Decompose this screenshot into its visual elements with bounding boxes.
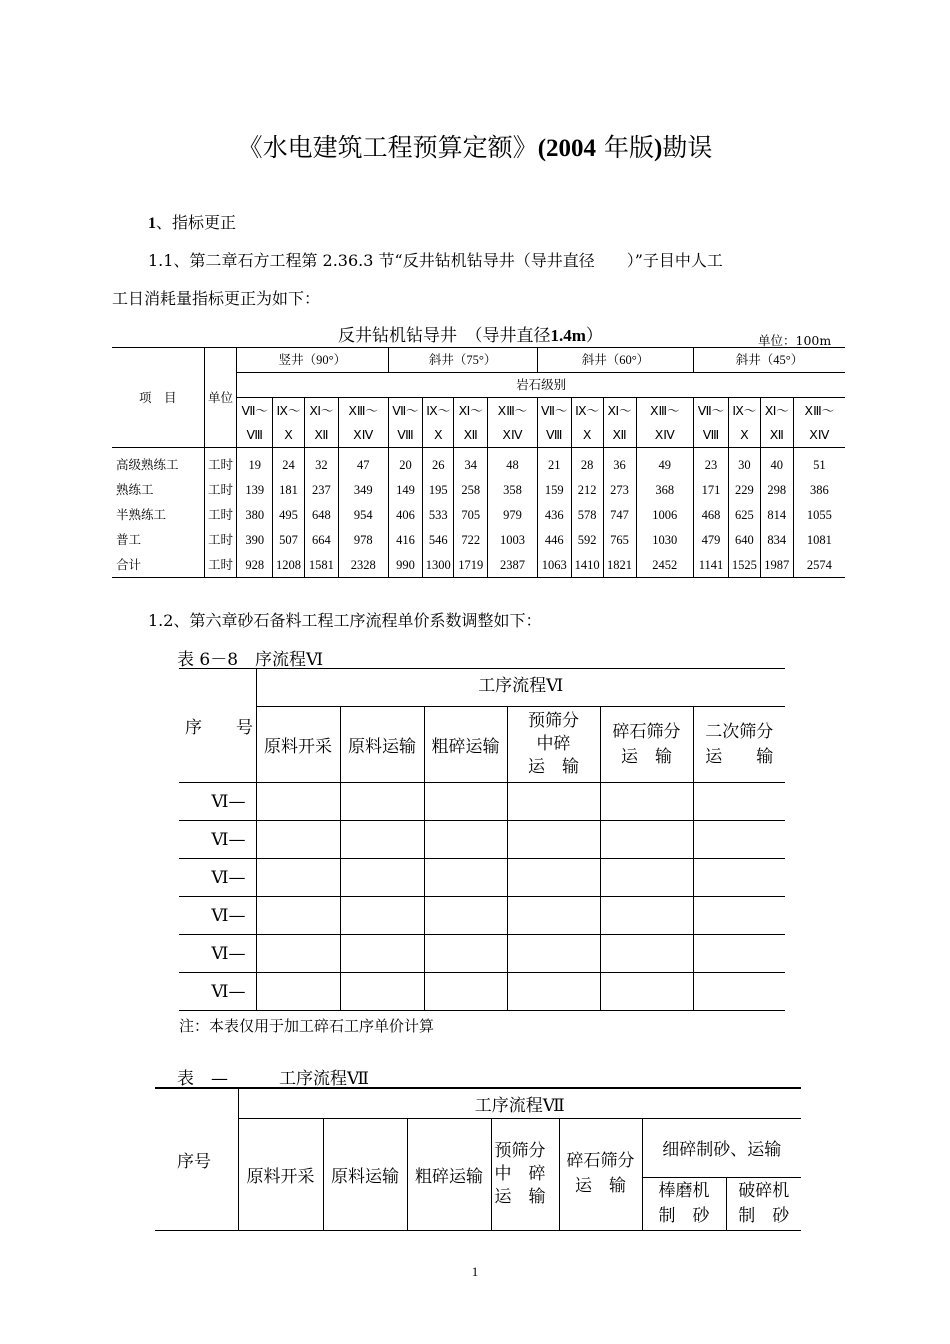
- empty-cell: [600, 935, 693, 973]
- cell-value: 765: [603, 527, 636, 552]
- seq-cell: Ⅵ—: [179, 783, 256, 821]
- cell-value: 1141: [694, 552, 729, 578]
- empty-cell: [693, 897, 785, 935]
- table-row: [112, 552, 845, 578]
- cell-value: 51: [793, 448, 845, 478]
- cell-value: 47: [338, 448, 388, 478]
- cell-value: 19: [237, 448, 273, 478]
- empty-cell: [693, 821, 785, 859]
- cell-value: 625: [728, 502, 760, 527]
- col-prescreen: 预筛分 中 碎 运 输: [491, 1118, 559, 1230]
- empty-cell: [256, 859, 340, 897]
- page-number: 1: [471, 1264, 479, 1279]
- cell-value: 1063: [537, 552, 571, 578]
- cell-value: 349: [338, 477, 388, 502]
- cell-value: 48: [488, 448, 538, 478]
- cell-value: 1987: [760, 552, 793, 578]
- group-header: 斜井（60°）: [537, 348, 693, 373]
- col-crush: 粗碎运输: [424, 707, 507, 783]
- empty-cell: [424, 973, 507, 1011]
- row-unit: 工时: [204, 527, 237, 552]
- cell-value: 1003: [488, 527, 538, 552]
- cell-value: 1719: [454, 552, 488, 578]
- cell-value: 34: [454, 448, 488, 478]
- empty-cell: [600, 783, 693, 821]
- cell-value: 436: [537, 502, 571, 527]
- cell-value: 592: [571, 527, 603, 552]
- col-transport: 原料运输: [323, 1118, 407, 1230]
- row-name: 高级熟练工: [112, 448, 204, 478]
- section-heading: 1、指标更正: [148, 213, 237, 232]
- table-row: [112, 448, 845, 478]
- group-header: 斜井（75°）: [388, 348, 537, 373]
- group-header: 工序流程Ⅵ: [256, 669, 785, 707]
- header-seq: 序 号: [179, 669, 256, 783]
- cell-value: 1055: [793, 502, 845, 527]
- cell-value: 30: [728, 448, 760, 478]
- empty-cell: [600, 973, 693, 1011]
- grade-header: Ⅶ～ Ⅷ: [694, 398, 729, 448]
- col-crusher: 破碎机 制 砂: [726, 1177, 801, 1230]
- grade-header: ⅩⅢ～ ⅩⅣ: [793, 398, 845, 448]
- empty-cell: [600, 859, 693, 897]
- grade-header: Ⅸ～ Ⅹ: [728, 398, 760, 448]
- cell-value: 149: [388, 477, 423, 502]
- cell-value: 1006: [636, 502, 694, 527]
- table-row: [112, 527, 845, 552]
- cell-value: 212: [571, 477, 603, 502]
- process-table-6: [179, 668, 785, 1011]
- grade-header: Ⅺ～ Ⅻ: [304, 398, 338, 448]
- cell-value: 416: [388, 527, 423, 552]
- cell-value: 640: [728, 527, 760, 552]
- cell-value: 40: [760, 448, 793, 478]
- row-name: 熟练工: [112, 477, 204, 502]
- seq-cell: Ⅵ—: [179, 859, 256, 897]
- empty-cell: [340, 859, 424, 897]
- cell-value: 358: [488, 477, 538, 502]
- row-unit: 工时: [204, 502, 237, 527]
- cell-value: 468: [694, 502, 729, 527]
- group-header: 斜井（45°）: [694, 348, 845, 373]
- cell-value: 24: [273, 448, 305, 478]
- table3-caption: 表 — 工序流程Ⅶ: [177, 1069, 369, 1089]
- cell-value: 978: [338, 527, 388, 552]
- col-transport: 原料运输: [340, 707, 424, 783]
- col-prescreen: 预筛分 中碎 运 输: [507, 707, 600, 783]
- table-row: [179, 973, 785, 1011]
- grade-header: Ⅸ～ Ⅹ: [273, 398, 305, 448]
- empty-cell: [256, 821, 340, 859]
- empty-cell: [256, 783, 340, 821]
- empty-cell: [507, 783, 600, 821]
- empty-cell: [693, 973, 785, 1011]
- table-row: [179, 783, 785, 821]
- cell-value: 159: [537, 477, 571, 502]
- cell-value: 49: [636, 448, 694, 478]
- empty-cell: [340, 821, 424, 859]
- cell-value: 21: [537, 448, 571, 478]
- empty-cell: [693, 935, 785, 973]
- cell-value: 195: [423, 477, 454, 502]
- empty-cell: [424, 859, 507, 897]
- grade-header: ⅩⅢ～ ⅩⅣ: [338, 398, 388, 448]
- cell-value: 722: [454, 527, 488, 552]
- cell-value: 36: [603, 448, 636, 478]
- table1-unit: 单位：100m: [758, 333, 832, 348]
- col-second-screen: 二次筛分 运 输: [693, 707, 785, 783]
- cell-value: 979: [488, 502, 538, 527]
- cell-value: 814: [760, 502, 793, 527]
- empty-cell: [256, 897, 340, 935]
- empty-cell: [340, 897, 424, 935]
- cell-value: 28: [571, 448, 603, 478]
- empty-cell: [507, 821, 600, 859]
- cell-value: 954: [338, 502, 388, 527]
- cell-value: 368: [636, 477, 694, 502]
- grade-header: Ⅺ～ Ⅻ: [760, 398, 793, 448]
- seq-cell: Ⅵ—: [179, 973, 256, 1011]
- empty-cell: [507, 897, 600, 935]
- cell-value: 2387: [488, 552, 538, 578]
- empty-cell: [600, 897, 693, 935]
- empty-cell: [424, 783, 507, 821]
- cell-value: 479: [694, 527, 729, 552]
- cell-value: 26: [423, 448, 454, 478]
- grade-header: Ⅶ～ Ⅷ: [388, 398, 423, 448]
- empty-cell: [256, 935, 340, 973]
- header-seq: 序号: [155, 1088, 238, 1230]
- cell-value: 229: [728, 477, 760, 502]
- header-item: 项 目: [112, 348, 204, 448]
- cell-value: 928: [237, 552, 273, 578]
- cell-value: 747: [603, 502, 636, 527]
- table-row: [112, 502, 845, 527]
- empty-cell: [693, 783, 785, 821]
- empty-cell: [424, 897, 507, 935]
- cell-value: 1525: [728, 552, 760, 578]
- cell-value: 2574: [793, 552, 845, 578]
- col-mining: 原料开采: [256, 707, 340, 783]
- cell-value: 1581: [304, 552, 338, 578]
- grade-header: ⅩⅢ～ ⅩⅣ: [488, 398, 538, 448]
- cell-value: 1030: [636, 527, 694, 552]
- table-row: [179, 935, 785, 973]
- empty-cell: [424, 821, 507, 859]
- cell-value: 390: [237, 527, 273, 552]
- row-unit: 工时: [204, 448, 237, 478]
- grade-header: Ⅸ～ Ⅹ: [571, 398, 603, 448]
- cell-value: 181: [273, 477, 305, 502]
- cell-value: 495: [273, 502, 305, 527]
- paragraph-1-2: 1.2、第六章砂石备料工程工序流程单价系数调整如下：: [148, 611, 542, 630]
- page-title: 《水电建筑工程预算定额》(2004 年版)勘误: [237, 133, 713, 162]
- group-header: 工序流程Ⅶ: [238, 1088, 801, 1118]
- group-header: 竖井（90°）: [237, 348, 388, 373]
- row-name: 普工: [112, 527, 204, 552]
- seq-cell: Ⅵ—: [179, 935, 256, 973]
- seq-cell: Ⅵ—: [179, 821, 256, 859]
- labor-table: [112, 347, 845, 578]
- empty-cell: [507, 859, 600, 897]
- grade-header: ⅩⅢ～ ⅩⅣ: [636, 398, 694, 448]
- table1-caption: 反井钻机钻导井 （导井直径1.4m）: [338, 326, 603, 346]
- cell-value: 1821: [603, 552, 636, 578]
- paragraph-1-1-line2: 工日消耗量指标更正为如下：: [112, 289, 321, 308]
- cell-value: 1208: [273, 552, 305, 578]
- cell-value: 139: [237, 477, 273, 502]
- cell-value: 664: [304, 527, 338, 552]
- col-screen: 碎石筛分 运 输: [600, 707, 693, 783]
- row-name: 半熟练工: [112, 502, 204, 527]
- empty-cell: [693, 859, 785, 897]
- cell-value: 446: [537, 527, 571, 552]
- cell-value: 546: [423, 527, 454, 552]
- cell-value: 578: [571, 502, 603, 527]
- empty-cell: [507, 973, 600, 1011]
- col-rod-mill: 棒磨机 制 砂: [642, 1177, 726, 1230]
- cell-value: 32: [304, 448, 338, 478]
- cell-value: 273: [603, 477, 636, 502]
- col-crush: 粗碎运输: [407, 1118, 491, 1230]
- cell-value: 171: [694, 477, 729, 502]
- paragraph-1-1-line1: 1.1、第二章石方工程第 2.36.3 节“反井钻机钻导井（导井直径 ）”子目中人工: [148, 251, 723, 270]
- table2-caption: 表 6－8 序流程Ⅵ: [177, 650, 324, 670]
- cell-value: 380: [237, 502, 273, 527]
- process-table-7: [155, 1087, 801, 1231]
- col-screen: 碎石筛分 运 输: [559, 1118, 642, 1230]
- cell-value: 834: [760, 527, 793, 552]
- row-unit: 工时: [204, 477, 237, 502]
- cell-value: 533: [423, 502, 454, 527]
- empty-cell: [340, 973, 424, 1011]
- grade-header: Ⅶ～ Ⅷ: [237, 398, 273, 448]
- header-unit: 单位: [204, 348, 237, 448]
- cell-value: 1410: [571, 552, 603, 578]
- cell-value: 406: [388, 502, 423, 527]
- empty-cell: [507, 935, 600, 973]
- col-mining: 原料开采: [238, 1118, 323, 1230]
- empty-cell: [600, 821, 693, 859]
- row-name: 合计: [112, 552, 204, 578]
- grade-header: Ⅶ～ Ⅷ: [537, 398, 571, 448]
- cell-value: 23: [694, 448, 729, 478]
- cell-value: 20: [388, 448, 423, 478]
- empty-cell: [340, 783, 424, 821]
- cell-value: 648: [304, 502, 338, 527]
- table-row: [179, 859, 785, 897]
- cell-value: 258: [454, 477, 488, 502]
- grade-header: Ⅸ～ Ⅹ: [423, 398, 454, 448]
- cell-value: 386: [793, 477, 845, 502]
- table-row: [179, 897, 785, 935]
- rock-class-header: 岩石级别: [237, 373, 845, 398]
- cell-value: 1300: [423, 552, 454, 578]
- seq-cell: Ⅵ—: [179, 897, 256, 935]
- empty-cell: [256, 973, 340, 1011]
- table2-note: 注：本表仅用于加工碎石工序单价计算: [179, 1017, 435, 1035]
- col-fine-crush: 细碎制砂、运输: [642, 1118, 801, 1177]
- grade-header: Ⅺ～ Ⅻ: [454, 398, 488, 448]
- empty-cell: [340, 935, 424, 973]
- cell-value: 1081: [793, 527, 845, 552]
- cell-value: 298: [760, 477, 793, 502]
- cell-value: 2328: [338, 552, 388, 578]
- table-row: [112, 477, 845, 502]
- cell-value: 705: [454, 502, 488, 527]
- grade-header: Ⅺ～ Ⅻ: [603, 398, 636, 448]
- table-row: [179, 821, 785, 859]
- cell-value: 237: [304, 477, 338, 502]
- cell-value: 507: [273, 527, 305, 552]
- cell-value: 2452: [636, 552, 694, 578]
- empty-cell: [424, 935, 507, 973]
- cell-value: 990: [388, 552, 423, 578]
- row-unit: 工时: [204, 552, 237, 578]
